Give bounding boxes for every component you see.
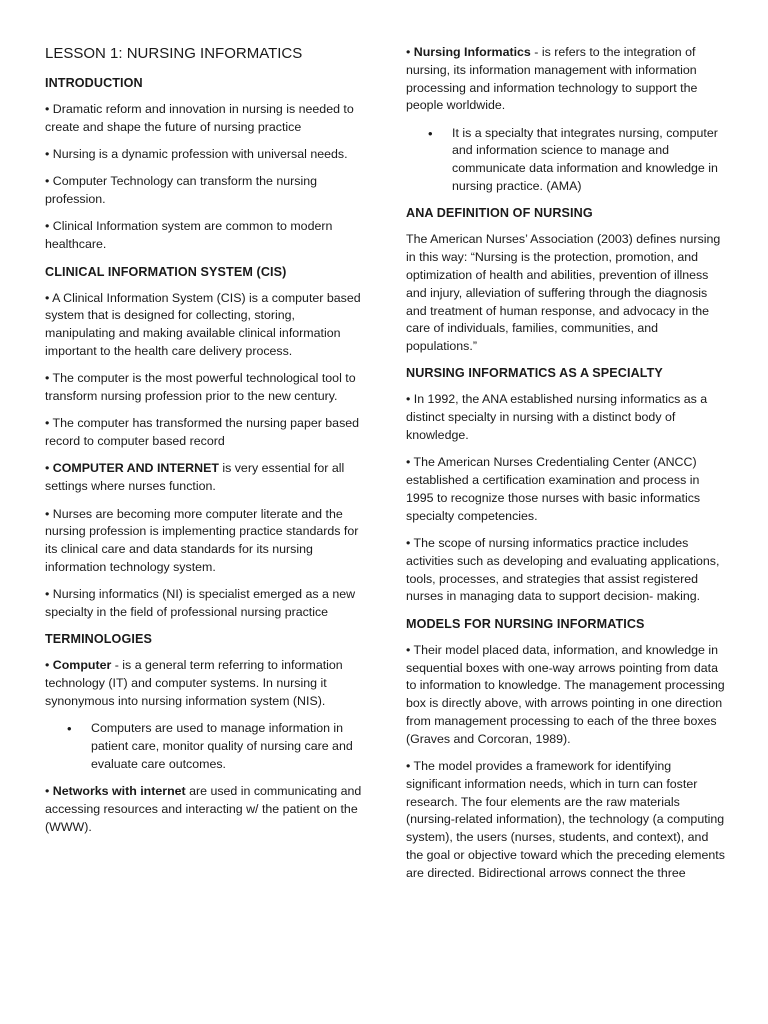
cis-heading: CLINICAL INFORMATION SYSTEM (CIS) [45, 264, 287, 279]
cis-paragraph-4-bold: COMPUTER AND INTERNET [52, 461, 219, 476]
models-paragraph-1: • Their model placed data, information, and knowledge in sequential boxes with one-way arrows pointing from data to information to knowledge. The management processing box is directly above, with arrows pointing in one direction from management processing to each of the three boxes (Graves and Corcoran, 1989). [406, 642, 725, 746]
term-paragraph-1 [45, 657, 367, 710]
models-paragraph-2: • The model provides a framework for identifying significant information needs, which in turn can foster research. The four elements are the raw materials (nursing-related information), the technology (a computing system), the users (nurses, students, and context), and the goal or objective toward which the preceding elements are directed. Bidirectional arrows connect the three [406, 759, 725, 880]
ana-paragraph: The American Nurses’ Association (2003) defines nursing in this way: “Nursing is the protection, promotion, and optimization of health and abilities, prevention of illness and injury, alleviation of suffering through the diagnosis and treatment of human response, and advocacy in the care of individuals, families, communities, and populations.” [406, 232, 721, 354]
ni-paragraph-prefix: • [406, 45, 414, 59]
cis-paragraph-2: • The computer is the most powerful technological tool to transform nursing profession prior to the new century. [45, 371, 356, 404]
intro-paragraph-4: • Clinical Information system are common to modern healthcare. [45, 219, 333, 252]
term-paragraph-2-bold: Networks with internet [52, 784, 186, 799]
intro-paragraph-3: • Computer Technology can transform the nursing profession. [45, 174, 318, 207]
term-paragraph-1-prefix: • [45, 658, 53, 673]
ana-heading: ANA DEFINITION OF NURSING [406, 206, 593, 221]
term-bullet-item: • Computers are used to manage information in patient care, monitor quality of nursing care and evaluate care outcomes. [91, 720, 367, 773]
cis-paragraph-4 [45, 460, 367, 496]
ni-paragraph-rest: - is refers to the integration of nursing, its information management with information processing and information technology to support the people worldwide. [406, 45, 698, 113]
ni-paragraph-bold: Nursing Informatics [413, 45, 531, 59]
cis-paragraph-4-rest: is very essential for all settings where nurses function. [45, 461, 345, 494]
cis-paragraph-6: • Nursing informatics (NI) is specialist emerged as a new specialty in the field of professional nursing practice [45, 587, 356, 620]
term-paragraph-2-rest: are used in communicating and accessing resources and interacting w/ the patient on the (WWW). [45, 784, 362, 834]
ni-paragraph [406, 44, 726, 115]
specialty-paragraph-1: • In 1992, the ANA established nursing informatics as a distinct specialty in nursing with a distinct body of knowledge. [406, 392, 708, 443]
introduction-heading: INTRODUCTION [45, 76, 143, 90]
left-column [45, 44, 367, 846]
specialty-paragraph-2: • The American Nurses Credentialing Center (ANCC) established a certification examination and process in 1995 to recognize those nurses with basic informatics specialty competencies. [406, 455, 701, 523]
cis-paragraph-3: • The computer has transformed the nursing paper based record to computer based record [45, 416, 360, 449]
term-paragraph-2 [45, 783, 367, 836]
cis-paragraph-5: • Nurses are becoming more computer literate and the nursing profession is implementing practice standards for its clinical care and data standards for its nursing information technology system. [45, 506, 359, 574]
intro-paragraph-1: • Dramatic reform and innovation in nursing is needed to create and shape the future of nursing practice [45, 102, 354, 134]
term-paragraph-2-prefix: • [45, 784, 53, 799]
term-paragraph-1-bold: Computer [52, 658, 112, 673]
specialty-paragraph-3: • The scope of nursing informatics practice includes activities such as developing and evaluating applications, tools, processes, and strategies that assist registered nurses in managing data to support decision- making. [406, 536, 720, 604]
right-column [406, 44, 726, 892]
ni-bullet-item: • It is a specialty that integrates nursing, computer and information science to manage and communicate data information and knowledge in nursing practice. (AMA) [452, 125, 726, 196]
intro-paragraph-2: • Nursing is a dynamic profession with universal needs. [45, 147, 348, 162]
models-heading: MODELS FOR NURSING INFORMATICS [406, 616, 645, 631]
cis-paragraph-1: • A Clinical Information System (CIS) is a computer based system that is designed for collecting, storing, manipulating and making available clinical information important to the health care delivery process. [45, 290, 361, 358]
term-bullet-list [45, 720, 367, 773]
terminologies-heading: TERMINOLOGIES [45, 632, 152, 647]
cis-paragraph-4-prefix: • [45, 461, 53, 476]
specialty-heading: NURSING INFORMATICS AS A SPECIALTY [406, 366, 663, 381]
ni-bullet-list [406, 125, 726, 196]
term-paragraph-1-rest: - is a general term referring to information technology (IT) and computer systems. In nursing it synonymous into nursing information system (NIS). [45, 658, 343, 708]
lesson-title: LESSON 1: NURSING INFORMATICS [45, 45, 303, 62]
